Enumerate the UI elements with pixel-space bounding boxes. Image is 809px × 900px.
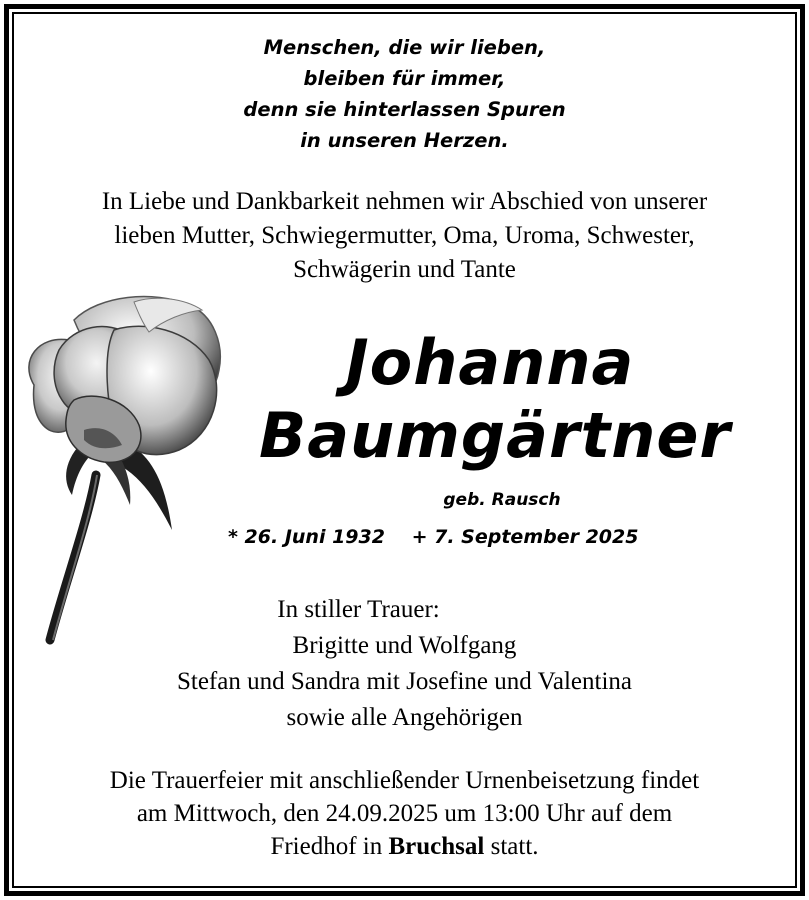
intro-line: lieben Mutter, Schwiegermutter, Oma, Uroma, Schwester, xyxy=(114,222,695,249)
poem-line: denn sie hinterlassen Spuren xyxy=(243,98,566,121)
mourner-line: Stefan und Sandra mit Josefine und Valentina xyxy=(176,668,632,695)
birth-date: * 26. Juni 1932 xyxy=(228,526,385,548)
intro-text xyxy=(0,185,809,287)
poem-line: in unseren Herzen. xyxy=(300,129,509,152)
funeral-city: Bruchsal xyxy=(388,833,485,860)
death-date: + 7. September 2025 xyxy=(411,526,639,548)
poem xyxy=(0,32,809,156)
funeral-line xyxy=(0,830,809,863)
life-dates xyxy=(228,522,698,552)
intro-line: In Liebe und Dankbarkeit nehmen wir Abschied von unserer xyxy=(101,188,708,215)
mourners-label: In stiller Trauer: xyxy=(277,596,440,623)
funeral-line: Die Trauerfeier mit anschließender Urnenbeisetzung findet xyxy=(109,767,700,794)
funeral-info xyxy=(0,764,809,863)
funeral-line-suffix: statt. xyxy=(490,833,539,860)
deceased-first-name: Johanna xyxy=(345,326,635,399)
poem-line: bleiben für immer, xyxy=(303,67,506,90)
deceased-last-name: Baumgärtner xyxy=(258,399,732,472)
intro-line: Schwägerin und Tante xyxy=(293,256,516,283)
funeral-line-prefix: Friedhof in xyxy=(270,833,383,860)
poem-line: Menschen, die wir lieben, xyxy=(263,36,546,59)
mourner-line: sowie alle Angehörigen xyxy=(286,704,523,731)
mourners xyxy=(0,592,809,736)
mourner-line: Brigitte und Wolfgang xyxy=(292,632,517,659)
funeral-line: am Mittwoch, den 24.09.2025 um 13:00 Uhr auf dem xyxy=(136,800,673,827)
birth-name: geb. Rausch xyxy=(443,490,561,510)
